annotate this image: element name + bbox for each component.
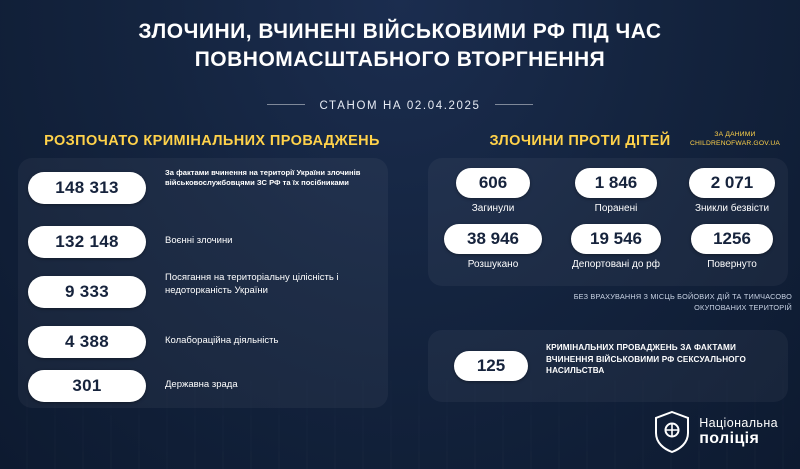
sexual-violence-value: 125 (454, 351, 528, 381)
page-title (0, 18, 800, 75)
stat-label-territorial-integrity: Посягання на територіальну цілісність і недоторканість України (165, 272, 339, 296)
child-stat-label-wounded: Поранені (594, 203, 638, 214)
child-stat-wounded (556, 168, 676, 214)
stat-value-collaboration: 4 388 (28, 326, 146, 358)
child-stat-value-wounded: 1 846 (575, 168, 657, 198)
left-section-heading: РОЗПОЧАТО КРИМІНАЛЬНИХ ПРОВАДЖЕНЬ (44, 133, 380, 149)
logo-wordmark (699, 416, 778, 448)
child-stat-label-deported: Депортовані до рф (572, 259, 660, 270)
stat-label-collaboration: Колабораційна діяльність (165, 335, 279, 346)
children-footnote: БЕЗ ВРАХУВАННЯ З МІСЦЬ БОЙОВИХ ДІЙ ТА ТИМЧАСОВО ОКУПОВАНИХ ТЕРИТОРІЙ (573, 292, 792, 312)
stat-value-territorial-integrity: 9 333 (28, 276, 146, 308)
stat-label-total-proceedings: За фактами вчинення на території України злочинів військовослужбовцями ЗС РФ та їх посібниками (165, 168, 361, 187)
stat-value-treason: 301 (28, 370, 146, 402)
sexual-violence-label: КРИМІНАЛЬНИХ ПРОВАДЖЕНЬ ЗА ФАКТАМИ ВЧИНЕННЯ ВІЙСЬКОВИМИ РФ СЕКСУАЛЬНОГО НАСИЛЬСТВА (546, 343, 746, 376)
child-stat-found (436, 224, 550, 270)
child-stat-value-deported: 19 546 (571, 224, 661, 254)
child-stat-returned (672, 224, 792, 270)
date-rule-left (267, 104, 305, 105)
right-section-heading: ЗЛОЧИНИ ПРОТИ ДІТЕЙ (489, 133, 671, 149)
page-title-line2: ПОВНОМАСШТАБНОГО ВТОРГНЕННЯ (194, 48, 606, 72)
child-stat-label-missing: Зникли безвісти (694, 203, 770, 214)
date-label: СТАНОМ НА 02.04.2025 (319, 99, 481, 112)
child-stat-label-killed: Загинули (471, 203, 515, 214)
child-stat-deported (556, 224, 676, 270)
stat-label-treason: Державна зрада (165, 379, 238, 390)
child-stat-value-found: 38 946 (444, 224, 542, 254)
sexual-violence-panel (428, 330, 788, 402)
date-banner (0, 97, 800, 115)
child-stat-value-missing: 2 071 (689, 168, 775, 198)
stat-value-total-proceedings: 148 313 (28, 172, 146, 204)
logo-line1: Національна (699, 416, 778, 431)
child-stat-value-killed: 606 (456, 168, 530, 198)
child-stat-value-returned: 1256 (691, 224, 773, 254)
police-badge-icon (654, 411, 690, 453)
stat-label-war-crimes: Воєнні злочини (165, 235, 233, 246)
child-stat-label-returned: Повернуто (707, 259, 757, 270)
source-note: ЗА ДАНИМИ CHILDRENOFWAR.GOV.UA (689, 131, 781, 148)
child-stat-missing (672, 168, 792, 214)
date-rule-right (495, 104, 533, 105)
child-stat-label-found: Розшукано (467, 259, 519, 270)
national-police-logo (654, 411, 778, 453)
child-stat-killed (436, 168, 550, 214)
stat-value-war-crimes: 132 148 (28, 226, 146, 258)
page-title-line1: ЗЛОЧИНИ, ВЧИНЕНІ ВІЙСЬКОВИМИ РФ ПІД ЧАС (138, 20, 662, 43)
logo-line2: поліція (699, 430, 760, 448)
